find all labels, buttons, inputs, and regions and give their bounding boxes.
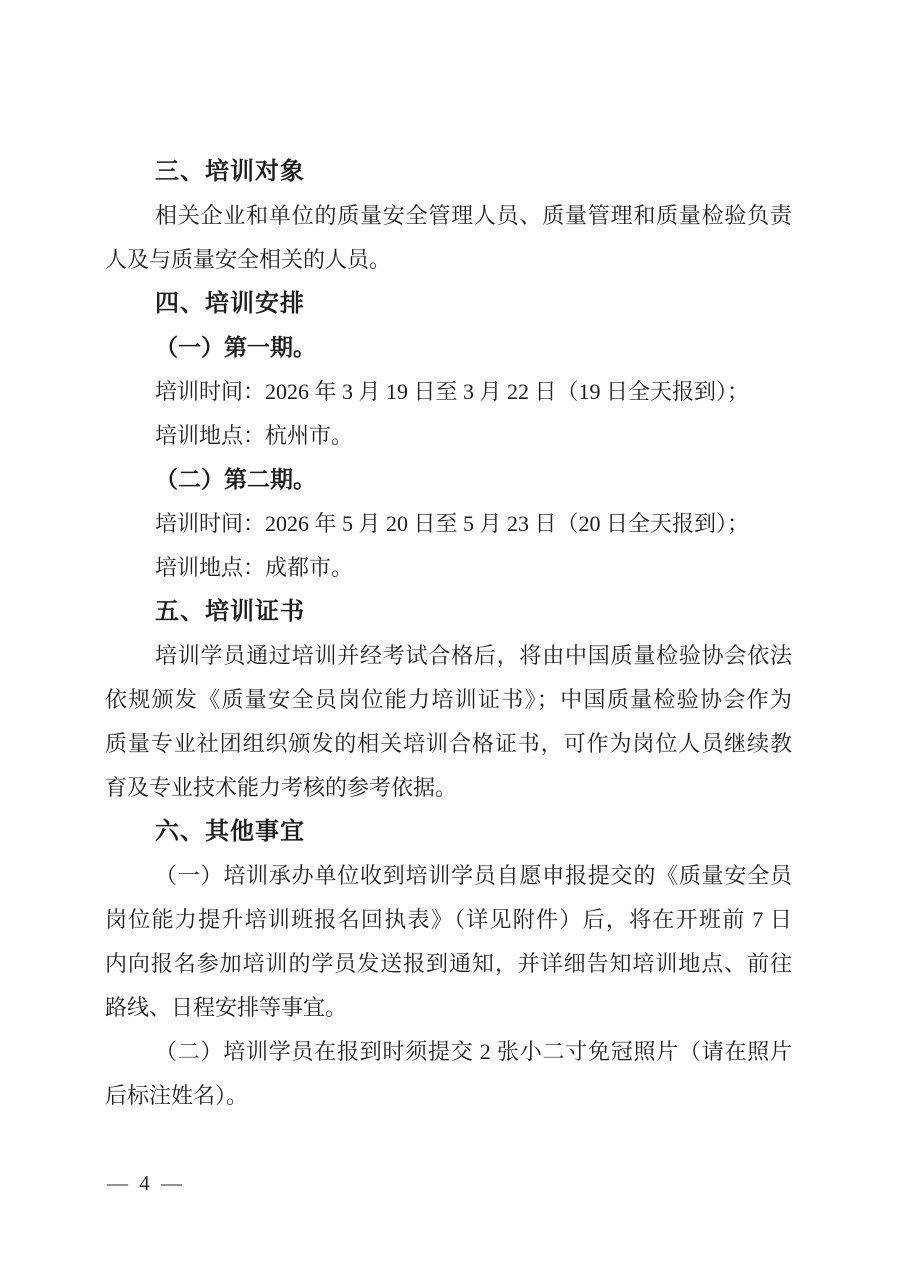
paragraph-line: 路线、日程安排等事宜。	[105, 995, 348, 1020]
subsection-heading-phase-2: （二）第二期。	[155, 467, 316, 492]
paragraph-line: 相关企业和单位的质量安全管理人员、质量管理和质量检验负责	[155, 203, 792, 228]
section-other-matters	[105, 810, 792, 1118]
training-location-phase-2: 培训地点：成都市。	[155, 555, 354, 580]
paragraph-line: 质量专业社团组织颁发的相关培训合格证书，可作为岗位人员继续教	[105, 731, 792, 756]
paragraph-line: （一）培训承办单位收到培训学员自愿申报提交的《质量安全员	[155, 863, 792, 888]
paragraph-line: 培训学员通过培训并经考试合格后，将由中国质量检验协会依法	[155, 643, 792, 668]
paragraph-line: 依规颁发《质量安全员岗位能力培训证书》；中国质量检验协会作为	[105, 687, 792, 712]
subsection-heading-phase-1: （一）第一期。	[155, 335, 316, 360]
page-number: — 4 —	[107, 1171, 185, 1195]
paragraph-line: 内向报名参加培训的学员发送报到通知，并详细告知培训地点、前往	[105, 951, 792, 976]
training-time-phase-1: 培训时间：2026 年 3 月 19 日至 3 月 22 日（19 日全天报到）；	[155, 379, 750, 404]
paragraph-line: 后标注姓名）。	[105, 1083, 249, 1108]
section-heading: 三、培训对象	[155, 158, 305, 185]
section-heading: 五、培训证书	[155, 598, 305, 625]
paragraph-line: （二）培训学员在报到时须提交 2 张小二寸免冠照片（请在照片	[155, 1039, 792, 1064]
section-training-schedule	[105, 282, 792, 590]
training-location-phase-1: 培训地点：杭州市。	[155, 423, 354, 448]
section-training-targets	[105, 150, 792, 282]
paragraph-line: 人及与质量安全相关的人员。	[105, 247, 392, 272]
training-time-phase-2: 培训时间：2026 年 5 月 20 日至 5 月 23 日（20 日全天报到）；	[155, 511, 750, 536]
section-training-certificate	[105, 590, 792, 810]
paragraph-line: 育及专业技术能力考核的参考依据。	[105, 775, 458, 800]
section-heading: 四、培训安排	[155, 290, 305, 317]
paragraph-line: 岗位能力提升培训班报名回执表》（详见附件）后，将在开班前 7 日	[105, 907, 792, 932]
section-heading: 六、其他事宜	[155, 818, 305, 845]
